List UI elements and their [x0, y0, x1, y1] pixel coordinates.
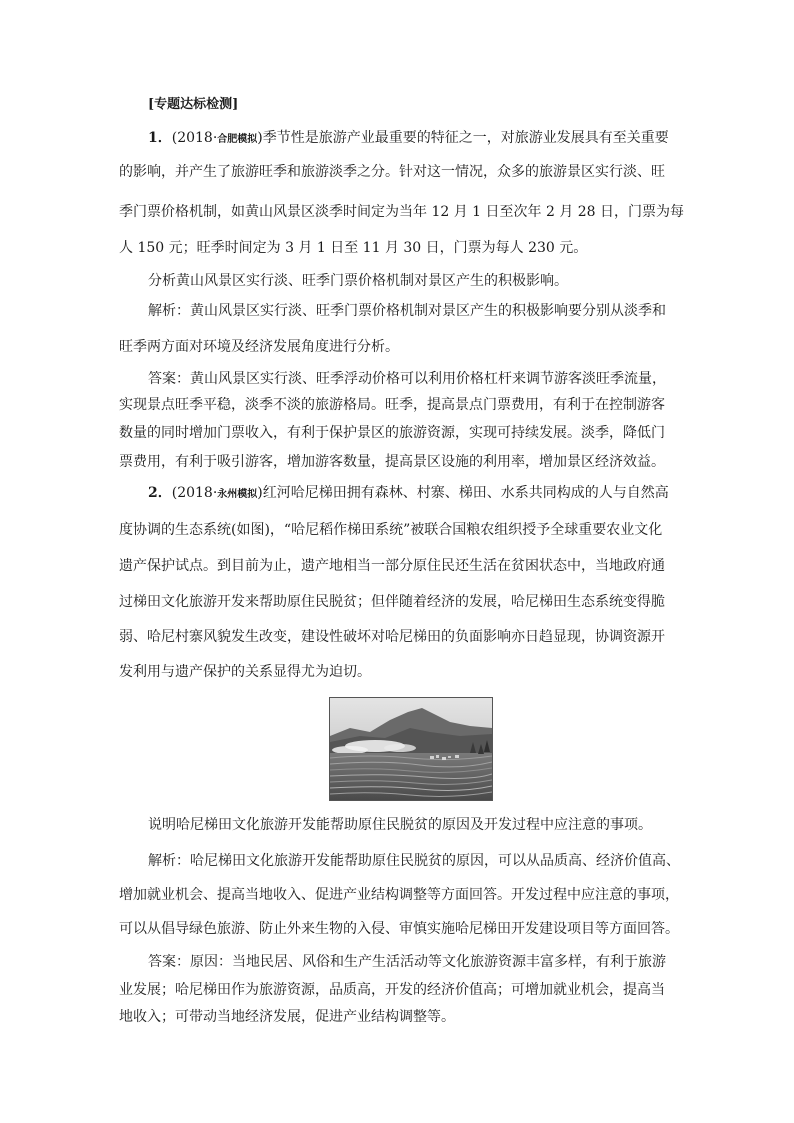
question-1-answer — [148, 370, 666, 388]
section-header: [专题达标检测] — [148, 97, 239, 112]
analysis-label: 解析： — [148, 303, 190, 319]
question-1-source: (2018· — [171, 130, 218, 146]
analysis-label: 解析： — [148, 853, 190, 869]
question-1-text-line: 人 150 元；旺季时间定为 3 月 1 日至 11 月 30 日，门票为每人 230 元。 — [119, 240, 588, 256]
answer-text-line: 原因：当地民居、风俗和生产生活活动等文化旅游资源丰富多样，有利于旅游 — [190, 954, 666, 970]
question-2-text-line: 发利用与遗产保护的关系显得尤为迫切。 — [119, 664, 371, 680]
question-2-source-place: 永州模拟 — [217, 489, 258, 500]
answer-text-line: 票费用，有利于吸引游客，增加游客数量，提高景区设施的利用率，增加景区经济效益。 — [119, 454, 665, 470]
answer-text-line: 实现景点旺季平稳，淡季不淡的旅游格局。旺季，提高景点门票费用，有利于在控制游客 — [119, 397, 665, 413]
question-1-text-line: 的影响，并产生了旅游旺季和旅游淡季之分。针对这一情况，众多的旅游景区实行淡、旺 — [119, 164, 665, 180]
question-1-prompt: 分析黄山风景区实行淡、旺季门票价格机制对景区产生的积极影响。 — [148, 273, 568, 289]
question-1-text-line: 季节性是旅游产业最重要的特征之一，对旅游业发展具有至关重要 — [262, 130, 669, 146]
answer-text-line: 地收入；可带动当地经济发展，促进产业结构调整等。 — [119, 1009, 455, 1025]
analysis-text-line: 可以从倡导绿色旅游、防止外来生物的入侵、审慎实施哈尼梯田开发建设项目等方面回答。 — [119, 921, 679, 937]
question-2-prompt: 说明哈尼梯田文化旅游开发能帮助原住民脱贫的原因及开发过程中应注意的事项。 — [148, 817, 652, 833]
terraced-fields-photo — [329, 697, 493, 801]
answer-label: 答案： — [148, 954, 190, 970]
analysis-text-line: 旺季两方面对环境及经济发展角度进行分析。 — [119, 339, 399, 355]
question-2-number: 2． — [148, 485, 172, 501]
question-2-source-close: ) — [257, 485, 263, 501]
question-2-text-line: 弱、哈尼村寨风貌发生改变，建设性破坏对哈尼梯田的负面影响亦日趋显现，协调资源开 — [119, 629, 665, 645]
question-1-first-line — [148, 129, 669, 149]
analysis-text-line: 增加就业机会、提高当地收入、促进产业结构调整等方面回答。开发过程中应注意的事项， — [119, 887, 679, 903]
question-2-answer — [148, 953, 666, 971]
question-1-number: 1． — [148, 130, 172, 146]
question-1-analysis — [148, 302, 666, 320]
question-2-text-line: 红河哈尼梯田拥有森林、村寨、梯田、水系共同构成的人与自然高 — [262, 485, 669, 501]
question-2-text-line: 过梯田文化旅游开发来帮助原住民脱贫；但伴随着经济的发展，哈尼梯田生态系统变得脆 — [119, 594, 665, 610]
question-2-first-line — [148, 484, 669, 504]
question-2-text-line: 度协调的生态系统(如图)，“哈尼稻作梯田系统”被联合国粮农组织授予全球重要农业文化 — [119, 522, 663, 538]
question-2-text-line: 遗产保护试点。到目前为止，遗产地相当一部分原住民还生活在贫困状态中，当地政府通 — [119, 558, 665, 574]
answer-text-line: 数量的同时增加门票收入，有利于保护景区的旅游资源，实现可持续发展。淡季，降低门 — [119, 425, 665, 441]
question-2-source: (2018· — [171, 485, 218, 501]
question-1-source-close: ) — [257, 130, 263, 146]
answer-label: 答案： — [148, 371, 190, 387]
answer-text-line: 黄山风景区实行淡、旺季浮动价格可以利用价格杠杆来调节游客淡旺季流量， — [190, 371, 666, 387]
question-1-source-place: 合肥模拟 — [217, 134, 258, 145]
question-1-text-line: 季门票价格机制，如黄山风景区淡季时间定为当年 12 月 1 日至次年 2 月 28 日，门票为每 — [119, 204, 685, 220]
answer-text-line: 业发展；哈尼梯田作为旅游资源，品质高，开发的经济价值高；可增加就业机会，提高当 — [119, 982, 665, 998]
analysis-text-line: 黄山风景区实行淡、旺季门票价格机制对景区产生的积极影响要分别从淡季和 — [190, 303, 666, 319]
analysis-text-line: 哈尼梯田文化旅游开发能帮助原住民脱贫的原因，可以从品质高、经济价值高、 — [190, 853, 680, 869]
question-2-analysis — [148, 852, 680, 870]
landscape-image — [330, 698, 492, 800]
